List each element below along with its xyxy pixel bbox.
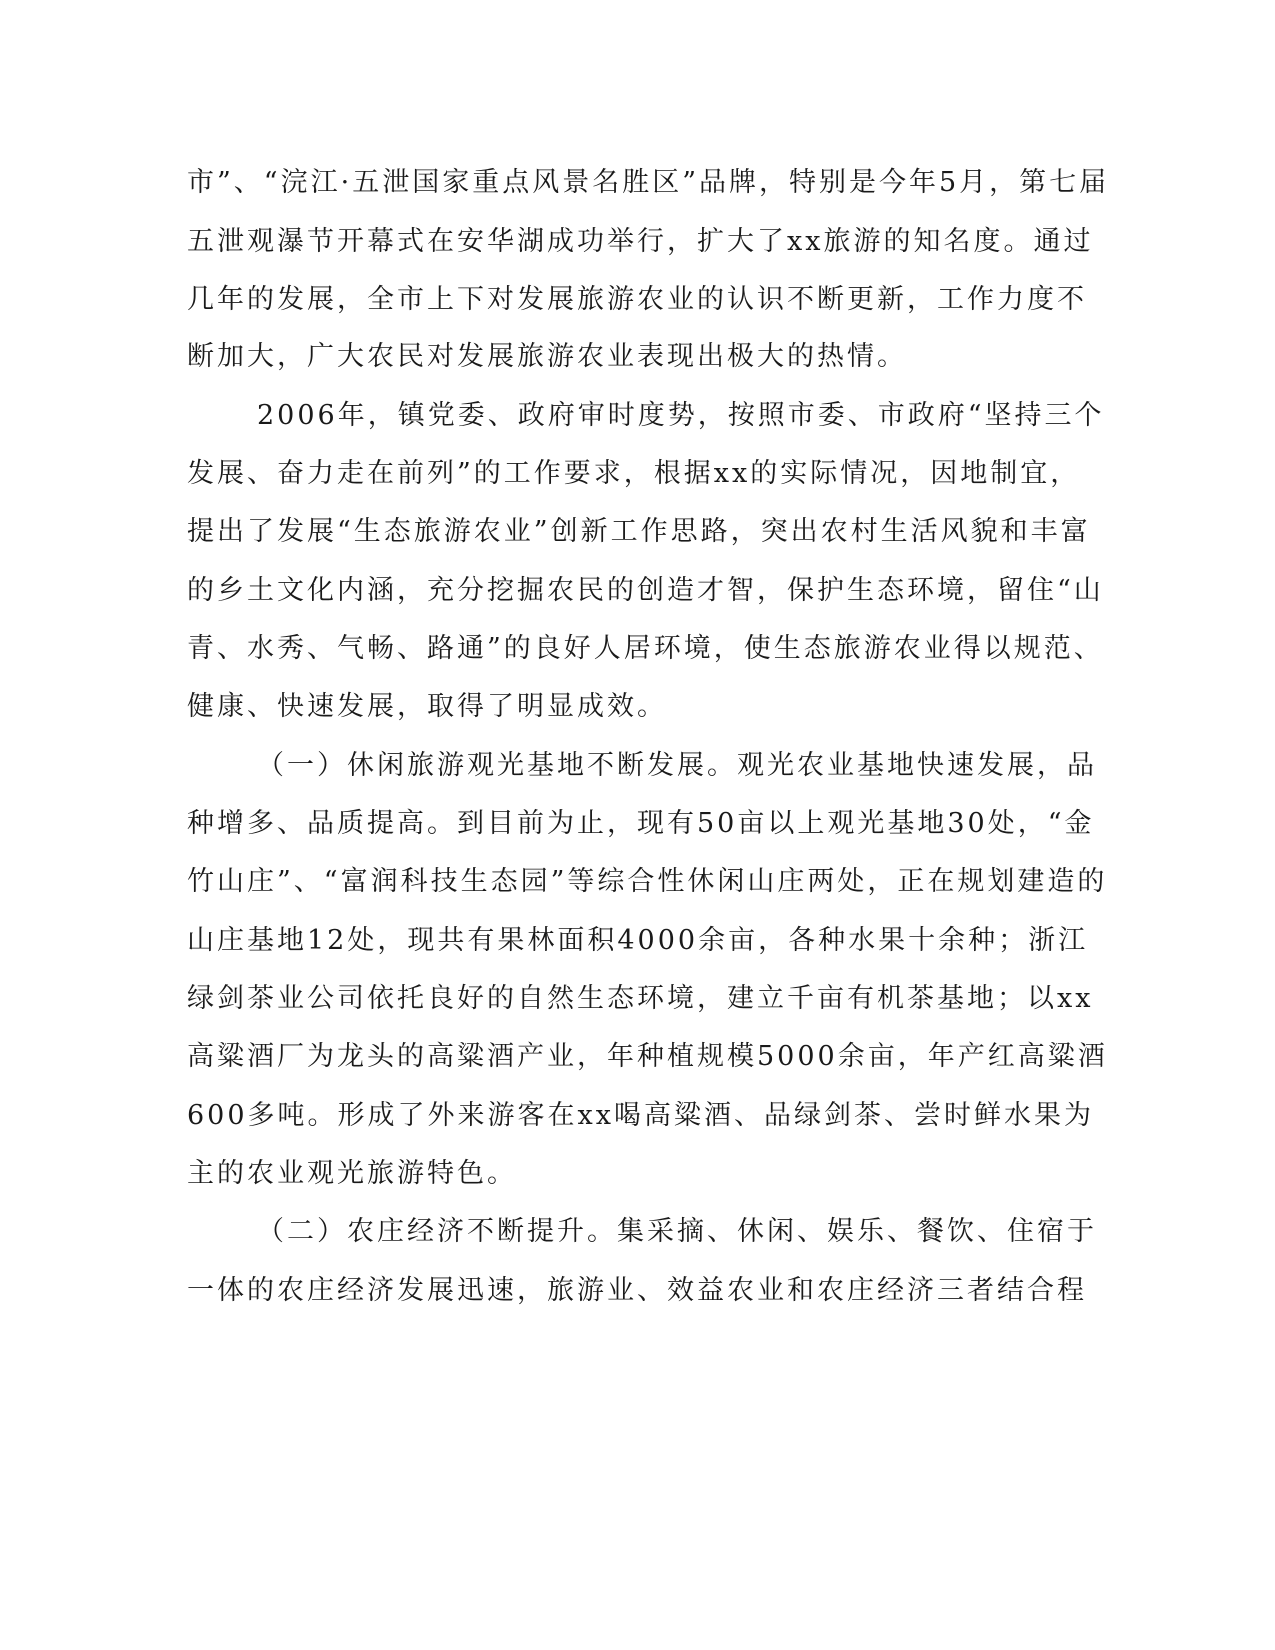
text-line: 绿剑茶业公司依托良好的自然生态环境，建立千亩有机茶基地；以xx xyxy=(187,983,1094,1014)
text-line: 提出了发展“生态旅游农业”创新工作思路，突出农村生活风貌和丰富 xyxy=(187,516,1091,547)
text-line: （一）休闲旅游观光基地不断发展。观光农业基地快速发展，品 xyxy=(257,750,1097,781)
text-line: 600多吨。形成了外来游客在xx喝高粱酒、品绿剑茶、尝时鲜水果为 xyxy=(187,1100,1094,1131)
text-line: 市”、“浣江·五泄国家重点风景名胜区”品牌，特别是今年5月，第七届 xyxy=(187,167,1110,198)
text-line: 青、水秀、气畅、路通”的良好人居环境，使生态旅游农业得以规范、 xyxy=(187,633,1104,664)
text-line: 五泄观瀑节开幕式在安华湖成功举行，扩大了xx旅游的知名度。通过 xyxy=(187,226,1094,257)
text-line: 的乡土文化内涵，充分挖掘农民的创造才智，保护生态环境，留住“山 xyxy=(187,575,1104,606)
text-line: 高粱酒厂为龙头的高粱酒产业，年种植规模5000余亩，年产红高粱酒 xyxy=(187,1041,1108,1072)
text-line: 种增多、品质提高。到目前为止，现有50亩以上观光基地30处，“金 xyxy=(187,808,1095,839)
text-line: 发展、奋力走在前列”的工作要求，根据xx的实际情况，因地制宜， xyxy=(187,458,1081,489)
text-line: 健康、快速发展，取得了明显成效。 xyxy=(187,691,667,722)
text-line: 几年的发展，全市上下对发展旅游农业的认识不断更新，工作力度不 xyxy=(187,284,1087,315)
text-line: 竹山庄”、“富润科技生态园”等综合性休闲山庄两处，正在规划建造的 xyxy=(187,866,1108,897)
text-line: 一体的农庄经济发展迅速，旅游业、效益农业和农庄经济三者结合程 xyxy=(187,1275,1087,1306)
text-line: 2006年，镇党委、政府审时度势，按照市委、市政府“坚持三个 xyxy=(257,400,1105,431)
text-line: 主的农业观光旅游特色。 xyxy=(187,1158,517,1189)
text-line: 山庄基地12处，现共有果林面积4000余亩，各种水果十余种；浙江 xyxy=(187,925,1089,956)
text-line: （二）农庄经济不断提升。集采摘、休闲、娱乐、餐饮、住宿于 xyxy=(257,1216,1097,1247)
text-line: 断加大，广大农民对发展旅游农业表现出极大的热情。 xyxy=(187,341,907,372)
